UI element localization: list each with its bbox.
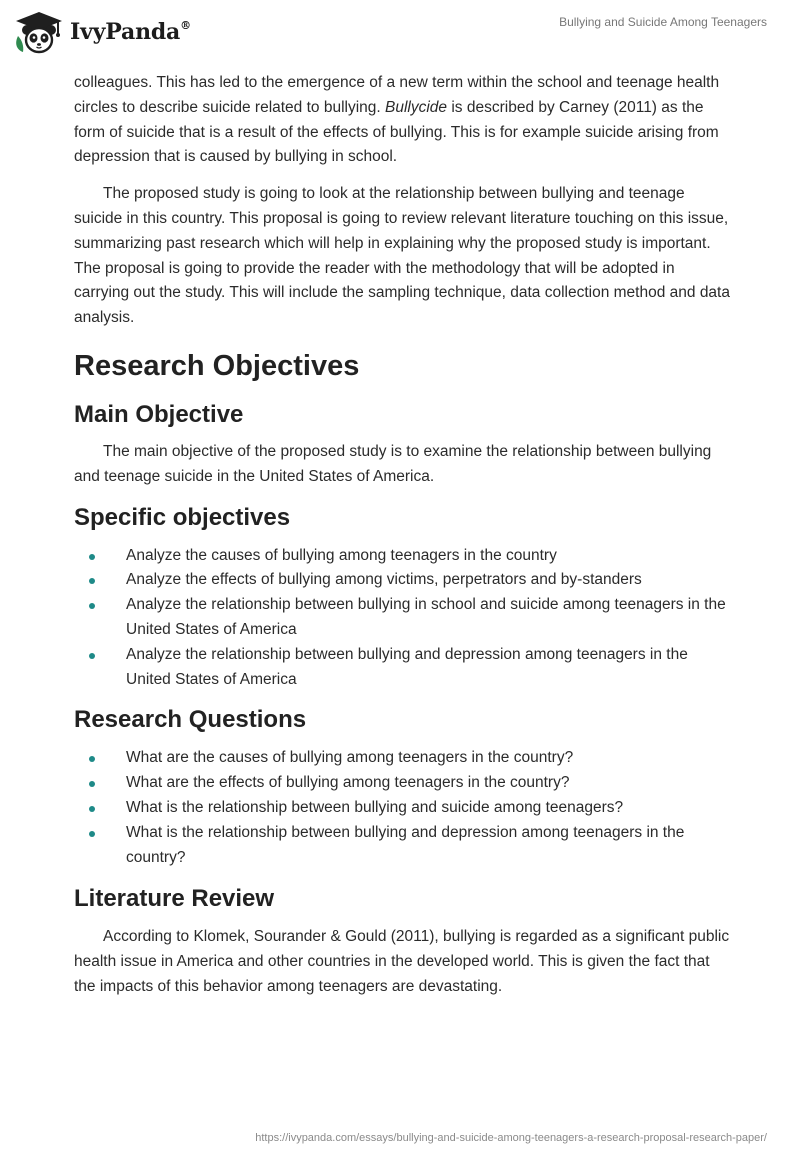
term-bullycide: Bullycide <box>385 98 448 116</box>
list-item: What are the causes of bullying among teenagers in the country? <box>126 746 730 771</box>
heading-research-questions: Research Questions <box>74 706 307 734</box>
list-research-questions <box>74 746 730 870</box>
heading-main-objective: Main Objective <box>74 400 244 428</box>
bullet-icon <box>89 831 95 837</box>
source-url[interactable]: https://ivypanda.com/essays/bullying-and-suicide-among-teenagers-a-research-proposal-research-paper/ <box>255 1132 767 1144</box>
document-title: Bullying and Suicide Among Teenagers <box>559 15 767 29</box>
paragraph-bullycide: colleagues. This has led to the emergence of a new term within the school and teenage health circles to describe suicide related to bullying. Bullycide is described by Carney (2011) as the form of suicide that is a result of the effects of bullying. This is for example suicide arising from depression that is caused by bullying in school. <box>74 74 720 166</box>
paragraph-main-objective: The main objective of the proposed study is to examine the relationship between bullying and teenage suicide in the United States of America. <box>74 442 712 485</box>
bullet-icon <box>89 578 95 584</box>
bullet-icon <box>89 806 95 812</box>
bullet-icon <box>89 756 95 762</box>
ivypanda-logo[interactable] <box>14 8 191 56</box>
logo-wordmark: IvyPanda® <box>70 18 191 45</box>
bullet-icon <box>89 554 95 560</box>
list-item: What is the relationship between bullying and suicide among teenagers? <box>126 796 730 821</box>
heading-research-objectives: Research Objectives <box>74 349 360 382</box>
page-header <box>0 0 800 70</box>
panda-graduate-icon <box>14 10 64 54</box>
list-item: Analyze the causes of bullying among teenagers in the country <box>126 544 730 569</box>
bullet-icon <box>89 653 95 659</box>
list-item: Analyze the relationship between bullying and depression among teenagers in the United States of America <box>126 643 730 693</box>
article-content <box>74 71 730 1012</box>
list-item: Analyze the relationship between bullying in school and suicide among teenagers in the United States of America <box>126 593 730 643</box>
paragraph-proposal-overview: The proposed study is going to look at the relationship between bullying and teenage suicide in this country. This proposal is going to review relevant literature touching on this issue, summarizing past research which will help in explaining why the proposed study is important. The proposal is going to provide the reader with the methodology that will be adopted in carrying out the study. This will include the sampling technique, data collection method and data analysis. <box>74 185 730 327</box>
bullet-icon <box>89 781 95 787</box>
list-item: What are the effects of bullying among teenagers in the country? <box>126 771 730 796</box>
paragraph-literature-review: According to Klomek, Sourander & Gould (2011), bullying is regarded as a significant public health issue in America and other countries in the developed world. This is given the fact that the impacts of this behavior among teenagers are devastating. <box>74 928 730 995</box>
bullet-icon <box>89 603 95 609</box>
list-item: What is the relationship between bullying and depression among teenagers in the country? <box>126 821 730 871</box>
heading-specific-objectives: Specific objectives <box>74 503 291 531</box>
heading-literature-review: Literature Review <box>74 885 275 913</box>
list-item: Analyze the effects of bullying among victims, perpetrators and by-standers <box>126 568 730 593</box>
list-specific-objectives <box>74 544 730 693</box>
